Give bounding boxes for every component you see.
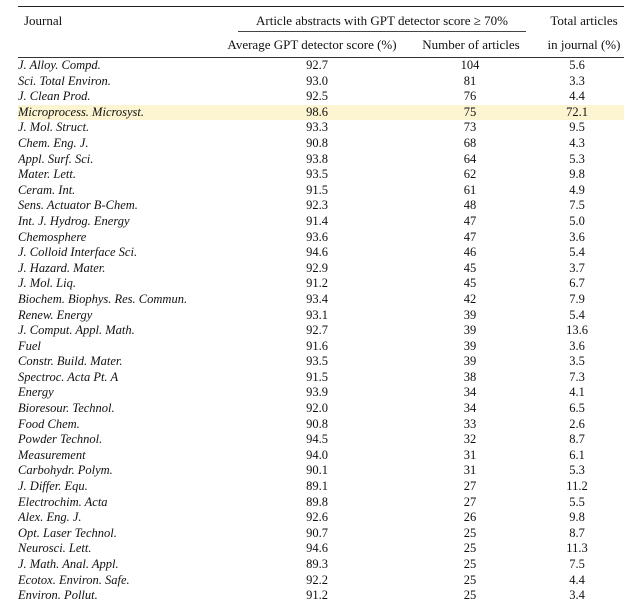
cell-avg-score: 94.6 bbox=[306, 541, 328, 556]
cell-journal: J. Hazard. Mater. bbox=[18, 260, 106, 275]
cell-num-articles: 33 bbox=[463, 416, 477, 431]
cell-journal: Ecotox. Environ. Safe. bbox=[18, 572, 130, 587]
cell-journal: Measurement bbox=[18, 447, 86, 462]
table-row bbox=[18, 510, 624, 526]
cell-avg-score: 89.8 bbox=[306, 494, 328, 509]
cell-journal: Appl. Surf. Sci. bbox=[18, 151, 94, 166]
table-row bbox=[18, 152, 624, 168]
cell-total-pct: 3.6 bbox=[569, 229, 585, 244]
cell-journal: J. Mol. Liq. bbox=[18, 276, 76, 291]
table-row bbox=[18, 74, 624, 90]
cell-num-articles: 42 bbox=[463, 291, 477, 306]
cell-avg-score: 94.5 bbox=[306, 432, 328, 447]
table-row bbox=[18, 183, 624, 199]
cell-journal: Food Chem. bbox=[18, 416, 80, 431]
cell-journal: Ceram. Int. bbox=[18, 182, 76, 197]
cell-total-pct: 11.2 bbox=[566, 479, 588, 494]
table-row bbox=[18, 354, 624, 370]
cell-num-articles: 104 bbox=[460, 58, 480, 72]
table-row bbox=[18, 105, 624, 121]
cell-avg-score: 92.3 bbox=[306, 198, 328, 213]
table-row bbox=[18, 432, 624, 448]
cell-total-pct: 8.7 bbox=[569, 432, 585, 447]
cell-num-articles: 39 bbox=[463, 354, 477, 369]
cell-journal: Environ. Pollut. bbox=[18, 588, 98, 603]
cell-num-articles: 45 bbox=[463, 276, 477, 291]
table-row bbox=[18, 120, 624, 136]
cell-journal: Sens. Actuator B-Chem. bbox=[18, 198, 138, 213]
cell-avg-score: 91.6 bbox=[306, 338, 328, 353]
cell-num-articles: 27 bbox=[463, 479, 477, 494]
cell-avg-score: 92.7 bbox=[306, 58, 328, 72]
group-rule bbox=[238, 31, 526, 32]
cell-avg-score: 93.0 bbox=[306, 73, 328, 88]
cell-avg-score: 91.2 bbox=[306, 588, 328, 603]
cell-avg-score: 90.8 bbox=[306, 135, 328, 150]
cell-num-articles: 34 bbox=[463, 385, 477, 400]
cell-avg-score: 91.5 bbox=[306, 369, 328, 384]
table-row bbox=[18, 541, 624, 557]
cell-avg-score: 90.8 bbox=[306, 416, 328, 431]
table-row bbox=[18, 370, 624, 386]
cell-total-pct: 3.6 bbox=[569, 338, 585, 353]
cell-journal: J. Comput. Appl. Math. bbox=[18, 323, 135, 338]
cell-total-pct: 2.6 bbox=[569, 416, 585, 431]
cell-num-articles: 46 bbox=[463, 245, 477, 260]
cell-total-pct: 7.5 bbox=[569, 198, 585, 213]
cell-journal: Constr. Build. Mater. bbox=[18, 354, 123, 369]
cell-total-pct: 9.5 bbox=[569, 120, 585, 135]
cell-journal: Alex. Eng. J. bbox=[18, 510, 82, 525]
cell-avg-score: 91.4 bbox=[306, 213, 328, 228]
cell-total-pct: 5.3 bbox=[569, 463, 585, 478]
cell-journal: Sci. Total Environ. bbox=[18, 73, 111, 88]
cell-num-articles: 39 bbox=[463, 338, 477, 353]
cell-avg-score: 93.3 bbox=[306, 120, 328, 135]
cell-avg-score: 92.9 bbox=[306, 260, 328, 275]
cell-journal: Biochem. Biophys. Res. Commun. bbox=[18, 291, 188, 306]
cell-num-articles: 48 bbox=[463, 198, 477, 213]
cell-num-articles: 76 bbox=[463, 89, 477, 104]
cell-num-articles: 32 bbox=[463, 432, 477, 447]
table-row bbox=[18, 214, 624, 230]
table-row bbox=[18, 292, 624, 308]
cell-num-articles: 61 bbox=[463, 182, 477, 197]
table-row bbox=[18, 276, 624, 292]
cell-total-pct: 72.1 bbox=[530, 105, 624, 121]
cell-journal: Spectroc. Acta Pt. A bbox=[18, 369, 119, 384]
cell-journal: Fuel bbox=[18, 338, 41, 353]
table-body bbox=[18, 58, 624, 604]
table-row bbox=[18, 448, 624, 464]
cell-journal: Renew. Energy bbox=[18, 307, 93, 322]
table-row bbox=[18, 339, 624, 355]
table-row bbox=[18, 308, 624, 324]
cell-journal: J. Colloid Interface Sci. bbox=[18, 245, 138, 260]
cell-num-articles: 39 bbox=[463, 307, 477, 322]
table-row bbox=[18, 58, 624, 74]
cell-total-pct: 4.1 bbox=[569, 385, 585, 400]
cell-avg-score: 92.6 bbox=[306, 510, 328, 525]
header-total-line1: Total articles bbox=[550, 13, 618, 28]
cell-journal: Opt. Laser Technol. bbox=[18, 525, 117, 540]
cell-avg-score: 91.5 bbox=[306, 182, 328, 197]
cell-num-articles: 25 bbox=[463, 588, 477, 603]
cell-total-pct: 7.9 bbox=[569, 291, 585, 306]
cell-total-pct: 9.8 bbox=[569, 167, 585, 182]
header-total-line2: in journal (%) bbox=[547, 37, 621, 52]
cell-num-articles: 26 bbox=[463, 510, 477, 525]
table-row bbox=[18, 230, 624, 246]
cell-num-articles: 81 bbox=[463, 73, 477, 88]
cell-journal: Powder Technol. bbox=[18, 432, 103, 447]
cell-total-pct: 3.3 bbox=[569, 73, 585, 88]
cell-num-articles: 25 bbox=[463, 557, 477, 571]
cell-avg-score: 93.8 bbox=[306, 151, 328, 166]
top-rule bbox=[18, 6, 624, 7]
cell-total-pct: 5.0 bbox=[569, 213, 585, 228]
cell-num-articles: 25 bbox=[463, 525, 477, 540]
cell-total-pct: 3.5 bbox=[569, 354, 585, 369]
cell-journal: Neurosci. Lett. bbox=[18, 541, 92, 556]
cell-journal: Electrochim. Acta bbox=[18, 494, 108, 509]
cell-total-pct: 3.7 bbox=[569, 260, 585, 275]
cell-journal: Bioresour. Technol. bbox=[18, 401, 115, 416]
cell-journal: Microprocess. Microsyst. bbox=[18, 105, 224, 121]
table-row bbox=[18, 463, 624, 479]
cell-total-pct: 4.4 bbox=[569, 89, 585, 104]
table-row bbox=[18, 261, 624, 277]
cell-journal: Energy bbox=[18, 385, 54, 400]
cell-total-pct: 5.4 bbox=[569, 307, 585, 322]
table-row bbox=[18, 401, 624, 417]
cell-num-articles: 25 bbox=[463, 572, 477, 587]
cell-journal: Int. J. Hydrog. Energy bbox=[18, 213, 130, 228]
cell-num-articles: 75 bbox=[410, 105, 530, 121]
cell-total-pct: 4.4 bbox=[569, 572, 585, 587]
cell-num-articles: 38 bbox=[463, 369, 477, 384]
header-num-articles: Number of articles bbox=[422, 37, 520, 52]
cell-avg-score: 89.3 bbox=[306, 557, 328, 571]
cell-avg-score: 93.5 bbox=[306, 167, 328, 182]
header-journal: Journal bbox=[24, 13, 63, 28]
cell-total-pct: 7.5 bbox=[569, 557, 585, 571]
cell-num-articles: 73 bbox=[463, 120, 477, 135]
cell-avg-score: 98.6 bbox=[224, 105, 410, 121]
cell-total-pct: 5.6 bbox=[569, 58, 585, 72]
cell-avg-score: 90.7 bbox=[306, 525, 328, 540]
table-row bbox=[18, 89, 624, 105]
cell-avg-score: 93.5 bbox=[306, 354, 328, 369]
cell-avg-score: 94.0 bbox=[306, 447, 328, 462]
table-row bbox=[18, 588, 624, 604]
cell-avg-score: 93.9 bbox=[306, 385, 328, 400]
table-row bbox=[18, 526, 624, 542]
cell-total-pct: 13.6 bbox=[566, 323, 588, 338]
cell-total-pct: 5.5 bbox=[569, 494, 585, 509]
cell-avg-score: 93.6 bbox=[306, 229, 328, 244]
cell-total-pct: 6.7 bbox=[569, 276, 585, 291]
table-row bbox=[18, 557, 624, 573]
cell-total-pct: 6.1 bbox=[569, 447, 585, 462]
cell-journal: J. Mol. Struct. bbox=[18, 120, 90, 135]
cell-num-articles: 45 bbox=[463, 260, 477, 275]
cell-total-pct: 8.7 bbox=[569, 525, 585, 540]
cell-journal: Chem. Eng. J. bbox=[18, 135, 89, 150]
cell-num-articles: 31 bbox=[463, 463, 477, 478]
cell-avg-score: 92.2 bbox=[306, 572, 328, 587]
table-row bbox=[18, 573, 624, 589]
cell-journal: J. Differ. Equ. bbox=[18, 479, 88, 494]
cell-total-pct: 5.3 bbox=[569, 151, 585, 166]
cell-num-articles: 34 bbox=[463, 401, 477, 416]
cell-journal: Mater. Lett. bbox=[18, 167, 76, 182]
cell-total-pct: 9.8 bbox=[569, 510, 585, 525]
table-row bbox=[18, 245, 624, 261]
cell-num-articles: 25 bbox=[463, 541, 477, 556]
table-row bbox=[18, 495, 624, 511]
cell-num-articles: 47 bbox=[463, 229, 477, 244]
cell-avg-score: 91.2 bbox=[306, 276, 328, 291]
cell-journal: Carbohydr. Polym. bbox=[18, 463, 113, 478]
cell-num-articles: 62 bbox=[463, 167, 477, 182]
cell-num-articles: 68 bbox=[463, 135, 477, 150]
cell-num-articles: 47 bbox=[463, 213, 477, 228]
cell-total-pct: 4.9 bbox=[569, 182, 585, 197]
cell-avg-score: 93.4 bbox=[306, 291, 328, 306]
header-group: Article abstracts with GPT detector score ≥ 70% bbox=[255, 13, 508, 28]
table-row bbox=[18, 167, 624, 183]
cell-total-pct: 3.4 bbox=[569, 588, 585, 603]
cell-avg-score: 89.1 bbox=[306, 479, 328, 494]
cell-avg-score: 94.6 bbox=[306, 245, 328, 260]
table-row bbox=[18, 198, 624, 214]
table-row bbox=[18, 385, 624, 401]
cell-avg-score: 92.0 bbox=[306, 401, 328, 416]
cell-num-articles: 31 bbox=[463, 447, 477, 462]
table-row bbox=[18, 479, 624, 495]
cell-total-pct: 4.3 bbox=[569, 135, 585, 150]
cell-journal: Chemosphere bbox=[18, 229, 87, 244]
cell-journal: J. Math. Anal. Appl. bbox=[18, 557, 119, 571]
table-row bbox=[18, 417, 624, 433]
table-row bbox=[18, 136, 624, 152]
cell-total-pct: 6.5 bbox=[569, 401, 585, 416]
cell-total-pct: 7.3 bbox=[569, 369, 585, 384]
cell-avg-score: 93.1 bbox=[306, 307, 328, 322]
cell-avg-score: 92.7 bbox=[306, 323, 328, 338]
cell-journal: J. Clean Prod. bbox=[18, 89, 91, 104]
cell-num-articles: 64 bbox=[463, 151, 477, 166]
cell-journal: J. Alloy. Compd. bbox=[18, 58, 101, 72]
cell-avg-score: 90.1 bbox=[306, 463, 328, 478]
cell-total-pct: 5.4 bbox=[569, 245, 585, 260]
header-avg-score: Average GPT detector score (%) bbox=[227, 37, 397, 52]
table-row bbox=[18, 323, 624, 339]
cell-avg-score: 92.5 bbox=[306, 89, 328, 104]
cell-num-articles: 27 bbox=[463, 494, 477, 509]
cell-total-pct: 11.3 bbox=[566, 541, 588, 556]
cell-num-articles: 39 bbox=[463, 323, 477, 338]
